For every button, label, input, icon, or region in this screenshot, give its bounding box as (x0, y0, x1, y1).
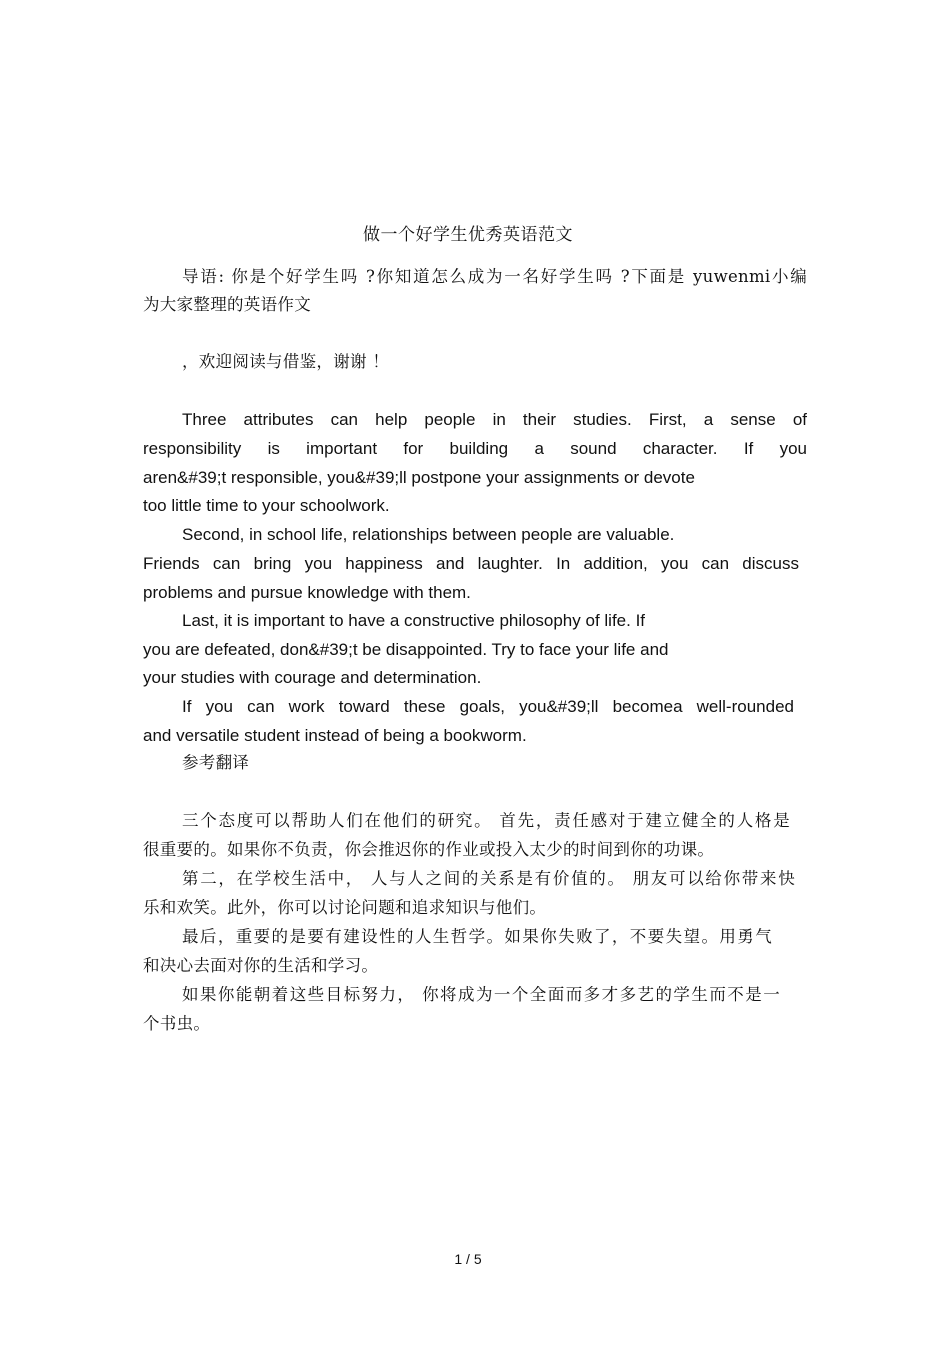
english-p3-line-3: your studies with courage and determination. (143, 668, 482, 687)
english-p4-line-1: If you can work toward these goals, you&#39;ll becomea well-rounded (182, 697, 794, 716)
translation-heading: 参考翻译 (182, 753, 250, 772)
english-p2-line-1: Second, in school life, relationships between people are valuable. (182, 525, 675, 544)
document-title: 做一个好学生优秀英语范文 (363, 225, 573, 245)
english-p1-line-2: responsibility is important for building a sound character. If you (143, 439, 807, 458)
english-p2-line-3: problems and pursue knowledge with them. (143, 583, 471, 602)
english-p3-line-2: you are defeated, don&#39;t be disappointed. Try to face your life and (143, 640, 669, 659)
intro-line-1: 导语: 你是个好学生吗 ?你知道怎么成为一名好学生吗 ?下面是 yuwenmi小编 (182, 267, 807, 286)
chinese-p1-line-1: 三个态度可以帮助人们在他们的研究。 首先，责任感对于建立健全的人格是 (182, 811, 790, 830)
intro-line-2: 为大家整理的英语作文 (143, 295, 311, 314)
english-p1-line-3: aren&#39;t responsible, you&#39;ll postpone your assignments or devote (143, 468, 695, 487)
english-p1-line-4: too little time to your schoolwork. (143, 496, 390, 515)
english-p2-line-2: Friends can bring you happiness and laughter. In addition, you can discuss (143, 554, 799, 573)
chinese-p2-line-1: 第二，在学校生活中， 人与人之间的关系是有价值的。 朋友可以给你带来快 (182, 869, 795, 888)
chinese-p3-line-2: 和决心去面对你的生活和学习。 (143, 956, 379, 975)
english-p4-line-2: and versatile student instead of being a bookworm. (143, 726, 527, 745)
chinese-p2-line-2: 乐和欢笑。此外，你可以讨论问题和追求知识与他们。 (143, 898, 547, 917)
english-p3-line-1: Last, it is important to have a constructive philosophy of life. If (182, 611, 646, 630)
chinese-p4-line-2: 个书虫。 (143, 1014, 211, 1033)
chinese-p3-line-1: 最后，重要的是要有建设性的人生哲学。如果你失败了，不要失望。用勇气 (182, 927, 772, 946)
page-number: 1 / 5 (454, 1251, 482, 1267)
chinese-p4-line-1: 如果你能朝着这些目标努力， 你将成为一个全面而多才多艺的学生而不是一 (182, 985, 780, 1004)
chinese-p1-line-2: 很重要的。如果你不负责，你会推迟你的作业或投入太少的时间到你的功课。 (143, 840, 715, 859)
intro-line-3: ，欢迎阅读与借鉴，谢谢 ！ (182, 352, 390, 371)
english-p1-line-1: Three attributes can help people in their studies. First, a sense of (182, 410, 807, 429)
